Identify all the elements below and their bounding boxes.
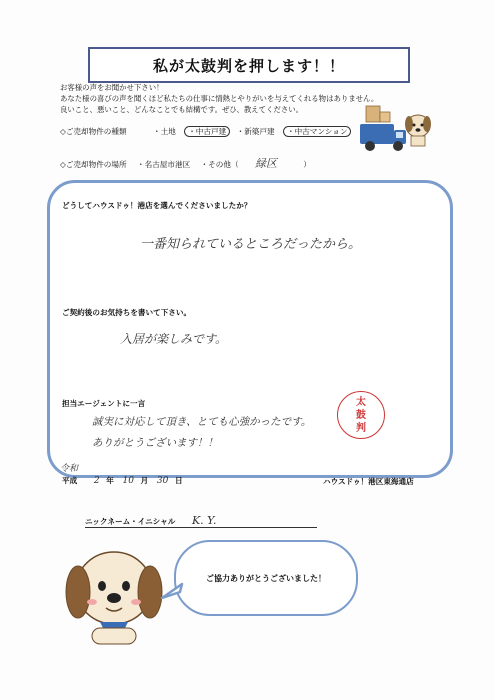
bubble-tail-icon bbox=[160, 582, 184, 602]
location-other-value: 緑区 bbox=[254, 157, 277, 170]
date-year-unit: 年 bbox=[106, 476, 114, 485]
date-day: 30 bbox=[156, 476, 169, 486]
intro-line: お客様の声をお聞かせ下さい！ bbox=[60, 83, 164, 92]
question-agent-comment: 担当エージェントに一言 bbox=[62, 399, 146, 408]
option-land: ・土地 bbox=[153, 127, 176, 136]
nickname-value: K. Y. bbox=[191, 514, 217, 527]
date-month-unit: 月 bbox=[140, 476, 149, 485]
option-used-house: ・中古戸建 bbox=[184, 126, 230, 137]
option-new-house: ・新築戸建 bbox=[236, 127, 275, 136]
answer-why-chosen: 一番知られているところだったから。 bbox=[140, 237, 362, 252]
location-option-minato: ・名古屋市港区 bbox=[137, 160, 191, 169]
date-year: 2 bbox=[93, 476, 100, 486]
location-other-label: ・その他（ bbox=[200, 160, 239, 169]
nickname-label: ニックネーム・イニシャル bbox=[85, 517, 176, 526]
thanks-speech-bubble bbox=[174, 540, 358, 616]
answer-agent-comment-line1: 誠実に対応して頂き、とても心強かったです。 bbox=[92, 416, 312, 428]
answer-agent-comment-line2: ありがとうございます！！ bbox=[92, 437, 218, 449]
date-month: 10 bbox=[122, 476, 134, 486]
date-row bbox=[62, 475, 183, 486]
property-type-label: ◇ご売却物件の種類 bbox=[60, 127, 127, 136]
survey-panel bbox=[47, 180, 453, 478]
stamp-char: 鼓 bbox=[356, 409, 366, 421]
answer-feelings: 入居が楽しみです。 bbox=[120, 332, 228, 346]
taikoban-stamp bbox=[337, 391, 385, 439]
stamp-char: 太 bbox=[356, 396, 366, 408]
date-day-unit: 日 bbox=[174, 476, 183, 485]
thanks-message: ご協力ありがとうございました！ bbox=[206, 573, 326, 583]
property-location-label: ◇ご売却物件の場所 bbox=[60, 160, 127, 169]
nickname-underline bbox=[85, 527, 317, 528]
moving-truck-illustration bbox=[356, 98, 434, 158]
property-location-row bbox=[60, 155, 311, 171]
title-box bbox=[88, 47, 410, 83]
page-title: 私が太鼓判を押します！！ bbox=[152, 56, 345, 75]
date-era-printed: 平成 bbox=[62, 476, 78, 485]
date-era-handwritten: 令和 bbox=[60, 464, 79, 474]
nickname-row bbox=[85, 514, 315, 527]
stamp-char: 判 bbox=[356, 422, 366, 434]
property-type-row bbox=[60, 126, 351, 137]
store-name: ハウスドゥ！港区東海通店 bbox=[323, 477, 414, 486]
option-used-mansion: ・中古マンション bbox=[283, 126, 351, 137]
dog-mascot-illustration bbox=[62, 538, 166, 648]
location-close: ） bbox=[303, 160, 311, 169]
question-why-chosen: どうしてハウスドゥ！港店を選んでくださいましたか？ bbox=[62, 201, 252, 210]
intro-line: 良いこと、悪いこと、どんなことでも結構です。ぜひ、教えてください。 bbox=[60, 105, 304, 114]
intro-line: あなた様の喜びの声を聞くほど私たちの仕事に情熱とやりがいを与えてくれる物はありません。 bbox=[60, 94, 379, 103]
question-feelings: ご契約後のお気持ちを書いて下さい。 bbox=[62, 308, 192, 317]
